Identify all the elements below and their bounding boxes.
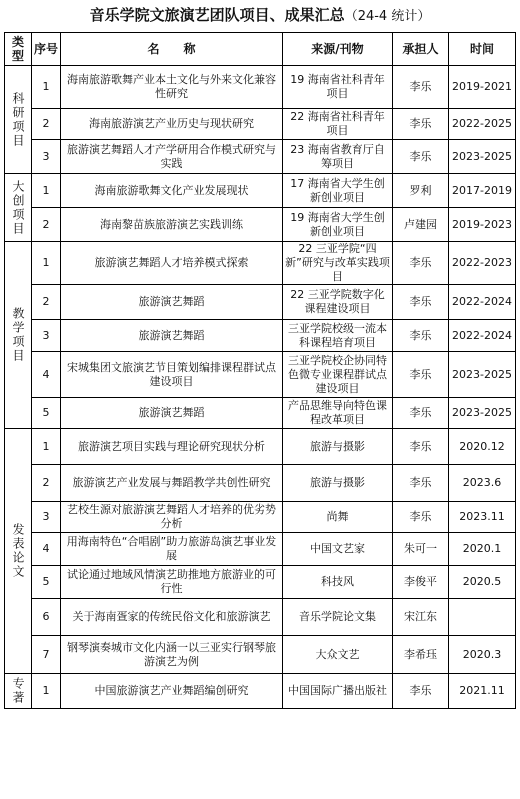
table-row bbox=[5, 320, 516, 352]
table-row bbox=[5, 502, 516, 533]
row-number: 2 bbox=[32, 208, 61, 242]
row-number: 1 bbox=[32, 674, 61, 709]
table-row bbox=[5, 285, 516, 320]
item-owner: 李乐 bbox=[393, 502, 449, 533]
row-number: 1 bbox=[32, 174, 61, 208]
row-number: 6 bbox=[32, 599, 61, 636]
row-number: 7 bbox=[32, 636, 61, 674]
item-name: 海南旅游演艺产业历史与现状研究 bbox=[61, 109, 283, 140]
table-row bbox=[5, 140, 516, 174]
header-name: 名 称 bbox=[61, 33, 283, 66]
item-source: 大众文艺 bbox=[283, 636, 393, 674]
table-row bbox=[5, 242, 516, 285]
item-time: 2020.3 bbox=[449, 636, 516, 674]
item-time: 2017-2019 bbox=[449, 174, 516, 208]
table-row bbox=[5, 674, 516, 709]
item-source: 23 海南省教育厅自筹项目 bbox=[283, 140, 393, 174]
category-cell: 科研项目 bbox=[5, 66, 32, 174]
header-type: 类型 bbox=[5, 33, 32, 66]
header-row bbox=[5, 33, 516, 66]
item-name: 艺校生源对旅游演艺舞蹈人才培养的优劣势分析 bbox=[61, 502, 283, 533]
item-owner: 李俊平 bbox=[393, 566, 449, 599]
table-row bbox=[5, 208, 516, 242]
item-name: 关于海南疍家的传统民俗文化和旅游演艺 bbox=[61, 599, 283, 636]
item-owner: 李乐 bbox=[393, 140, 449, 174]
table-row bbox=[5, 66, 516, 109]
item-name: 旅游演艺项目实践与理论研究现状分析 bbox=[61, 429, 283, 465]
header-time: 时间 bbox=[449, 33, 516, 66]
table-row bbox=[5, 352, 516, 398]
item-source: 尚舞 bbox=[283, 502, 393, 533]
item-source: 旅游与摄影 bbox=[283, 465, 393, 502]
item-owner: 李乐 bbox=[393, 429, 449, 465]
item-time: 2022-2024 bbox=[449, 320, 516, 352]
header-owner: 承担人 bbox=[393, 33, 449, 66]
item-source: 三亚学院校级一流本科课程培育项目 bbox=[283, 320, 393, 352]
item-time: 2022-2024 bbox=[449, 285, 516, 320]
item-owner: 李乐 bbox=[393, 352, 449, 398]
item-owner: 李希珏 bbox=[393, 636, 449, 674]
item-name: 中国旅游演艺产业舞蹈编创研究 bbox=[61, 674, 283, 709]
item-time: 2019-2021 bbox=[449, 66, 516, 109]
row-number: 1 bbox=[32, 429, 61, 465]
item-owner: 李乐 bbox=[393, 242, 449, 285]
table-row bbox=[5, 533, 516, 566]
table-row bbox=[5, 636, 516, 674]
item-time: 2020.5 bbox=[449, 566, 516, 599]
item-time: 2023-2025 bbox=[449, 140, 516, 174]
row-number: 5 bbox=[32, 566, 61, 599]
item-time: 2020.1 bbox=[449, 533, 516, 566]
item-owner: 宋江东 bbox=[393, 599, 449, 636]
item-time bbox=[449, 599, 516, 636]
item-owner: 李乐 bbox=[393, 465, 449, 502]
item-source: 科技风 bbox=[283, 566, 393, 599]
item-source: 22 三亚学院数字化课程建设项目 bbox=[283, 285, 393, 320]
item-time: 2021.11 bbox=[449, 674, 516, 709]
row-number: 2 bbox=[32, 465, 61, 502]
summary-table bbox=[4, 32, 516, 709]
item-owner: 李乐 bbox=[393, 674, 449, 709]
item-name: 旅游演艺舞蹈 bbox=[61, 320, 283, 352]
row-number: 1 bbox=[32, 66, 61, 109]
table-row bbox=[5, 398, 516, 429]
table-row bbox=[5, 465, 516, 502]
item-time: 2023.11 bbox=[449, 502, 516, 533]
item-source: 中国文艺家 bbox=[283, 533, 393, 566]
item-source: 三亚学院校企协同特色微专业课程群试点建设项目 bbox=[283, 352, 393, 398]
category-cell: 教学项目 bbox=[5, 242, 32, 429]
page-title bbox=[0, 0, 520, 30]
item-name: 用海南特色“合唱剧”助力旅游岛演艺事业发展 bbox=[61, 533, 283, 566]
item-owner: 卢建园 bbox=[393, 208, 449, 242]
table-body bbox=[5, 66, 516, 709]
item-name: 旅游演艺舞蹈 bbox=[61, 398, 283, 429]
table-row bbox=[5, 429, 516, 465]
item-name: 海南旅游歌舞产业本土文化与外来文化兼容性研究 bbox=[61, 66, 283, 109]
item-source: 22 海南省社科青年项目 bbox=[283, 109, 393, 140]
row-number: 4 bbox=[32, 352, 61, 398]
row-number: 3 bbox=[32, 502, 61, 533]
table-row bbox=[5, 174, 516, 208]
row-number: 2 bbox=[32, 109, 61, 140]
row-number: 3 bbox=[32, 140, 61, 174]
item-time: 2023-2025 bbox=[449, 352, 516, 398]
category-cell: 大创项目 bbox=[5, 174, 32, 242]
header-no: 序号 bbox=[32, 33, 61, 66]
item-owner: 李乐 bbox=[393, 285, 449, 320]
item-source: 22 三亚学院“四新”研究与改革实践项目 bbox=[283, 242, 393, 285]
row-number: 5 bbox=[32, 398, 61, 429]
category-cell: 专著 bbox=[5, 674, 32, 709]
item-owner: 李乐 bbox=[393, 398, 449, 429]
item-time: 2022-2025 bbox=[449, 109, 516, 140]
item-source: 旅游与摄影 bbox=[283, 429, 393, 465]
item-owner: 李乐 bbox=[393, 320, 449, 352]
item-source: 产品思维导向特色课程改革项目 bbox=[283, 398, 393, 429]
item-time: 2023-2025 bbox=[449, 398, 516, 429]
item-time: 2023.6 bbox=[449, 465, 516, 502]
table-row bbox=[5, 566, 516, 599]
item-name: 海南黎苗族旅游演艺实践训练 bbox=[61, 208, 283, 242]
item-source: 音乐学院论文集 bbox=[283, 599, 393, 636]
item-name: 旅游演艺产业发展与舞蹈教学共创性研究 bbox=[61, 465, 283, 502]
table-row bbox=[5, 599, 516, 636]
title-main: 音乐学院文旅演艺团队项目、成果汇总 bbox=[89, 6, 345, 24]
item-name: 旅游演艺舞蹈 bbox=[61, 285, 283, 320]
row-number: 3 bbox=[32, 320, 61, 352]
item-owner: 罗利 bbox=[393, 174, 449, 208]
header-source: 来源/刊物 bbox=[283, 33, 393, 66]
item-name: 海南旅游歌舞文化产业发展现状 bbox=[61, 174, 283, 208]
row-number: 4 bbox=[32, 533, 61, 566]
title-sub: （24-4 统计） bbox=[344, 9, 431, 24]
row-number: 2 bbox=[32, 285, 61, 320]
row-number: 1 bbox=[32, 242, 61, 285]
item-time: 2022-2023 bbox=[449, 242, 516, 285]
item-owner: 朱可一 bbox=[393, 533, 449, 566]
item-source: 19 海南省大学生创新创业项目 bbox=[283, 208, 393, 242]
item-name: 旅游演艺舞蹈人才培养模式探索 bbox=[61, 242, 283, 285]
category-cell: 发表论文 bbox=[5, 429, 32, 674]
item-source: 中国国际广播出版社 bbox=[283, 674, 393, 709]
item-owner: 李乐 bbox=[393, 66, 449, 109]
item-name: 宋城集团文旅演艺节目策划编排课程群试点建设项目 bbox=[61, 352, 283, 398]
item-time: 2020.12 bbox=[449, 429, 516, 465]
item-name: 钢琴演奏城市文化内涵一以三亚实行钢琴旅游演艺为例 bbox=[61, 636, 283, 674]
item-name: 旅游演艺舞蹈人才产学研用合作模式研究与实践 bbox=[61, 140, 283, 174]
item-owner: 李乐 bbox=[393, 109, 449, 140]
item-time: 2019-2023 bbox=[449, 208, 516, 242]
item-name: 试论通过地域风情演艺助推地方旅游业的可行性 bbox=[61, 566, 283, 599]
table-row bbox=[5, 109, 516, 140]
item-source: 17 海南省大学生创新创业项目 bbox=[283, 174, 393, 208]
item-source: 19 海南省社科青年项目 bbox=[283, 66, 393, 109]
